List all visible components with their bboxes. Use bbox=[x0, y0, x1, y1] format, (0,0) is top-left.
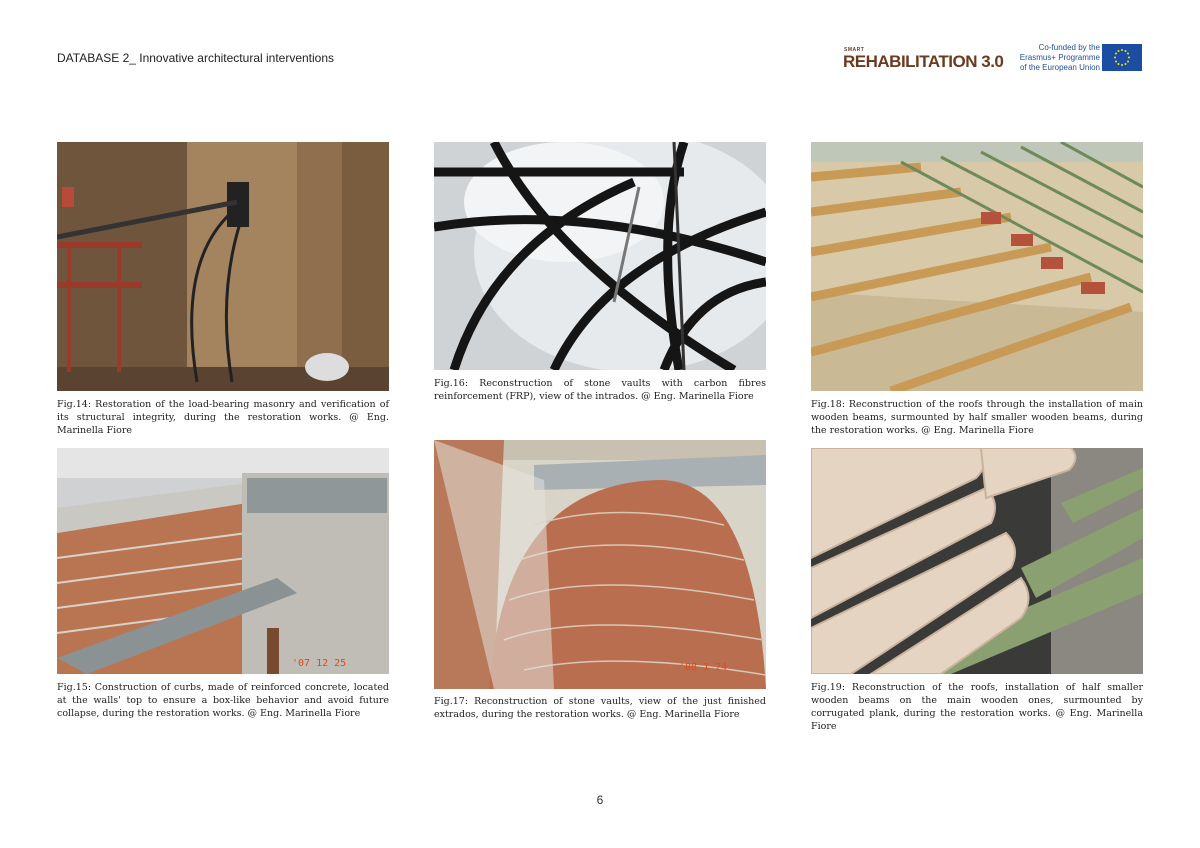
figure-caption: Fig.16: Reconstruction of stone vaults with carbon fibres reinforcement (FRP), view of the intrados. @ Eng. Marinella Fiore bbox=[434, 378, 766, 402]
svg-text:'07 12 25: '07 12 25 bbox=[292, 658, 347, 669]
svg-text:'08 1 24: '08 1 24 bbox=[679, 662, 728, 673]
figure-photo-roof-beams bbox=[811, 142, 1143, 391]
eu-flag-icon bbox=[1102, 44, 1142, 71]
figure-photo-vault-intrados bbox=[434, 142, 766, 370]
smart-rehabilitation-logo bbox=[843, 47, 1004, 73]
figure-photo-roof-tiles bbox=[811, 448, 1143, 674]
eu-text-line: Erasmus+ Programme bbox=[1019, 53, 1100, 62]
eu-text-line: of the European Union bbox=[1019, 63, 1100, 72]
eu-cofunded-text bbox=[1008, 43, 1100, 73]
figure-caption: Fig.19: Reconstruction of the roofs, installation of half smaller wooden beams on the main wooden ones, surmounted by corrugated plank, during the restoration works. @ Eng. Marinella Fiore bbox=[811, 682, 1143, 732]
figure-photo-masonry-drill bbox=[57, 142, 389, 391]
logo-main-text: REHABILITATION 3.0 bbox=[843, 52, 1004, 71]
figure-caption: Fig.14: Restoration of the load-bearing masonry and verification of its structural integrity, during the restoration works. @ Eng. Marinella Fiore bbox=[57, 399, 389, 436]
logo-small-text: SMART bbox=[844, 47, 865, 53]
figure-photo-concrete-curbs bbox=[57, 448, 389, 674]
figure-caption: Fig.17: Reconstruction of stone vaults, view of the just finished extrados, during the restoration works. @ Eng. Marinella Fiore bbox=[434, 696, 766, 720]
eu-text-line: Co-funded by the bbox=[1038, 43, 1100, 52]
figure-photo-vault-extrados bbox=[434, 440, 766, 689]
figure-caption: Fig.15: Construction of curbs, made of reinforced concrete, located at the walls' top to ensure a box-like behavior and avoid future collapse, during the restoration works. @ Eng. Marinella Fiore bbox=[57, 682, 389, 719]
page-number: 6 bbox=[596, 793, 604, 807]
header-title: DATABASE 2_ Innovative architectural interventions bbox=[57, 51, 335, 65]
figure-caption: Fig.18: Reconstruction of the roofs through the installation of main wooden beams, surmounted by half smaller wooden beams, during the restoration works. @ Eng. Marinella Fiore bbox=[811, 399, 1143, 436]
